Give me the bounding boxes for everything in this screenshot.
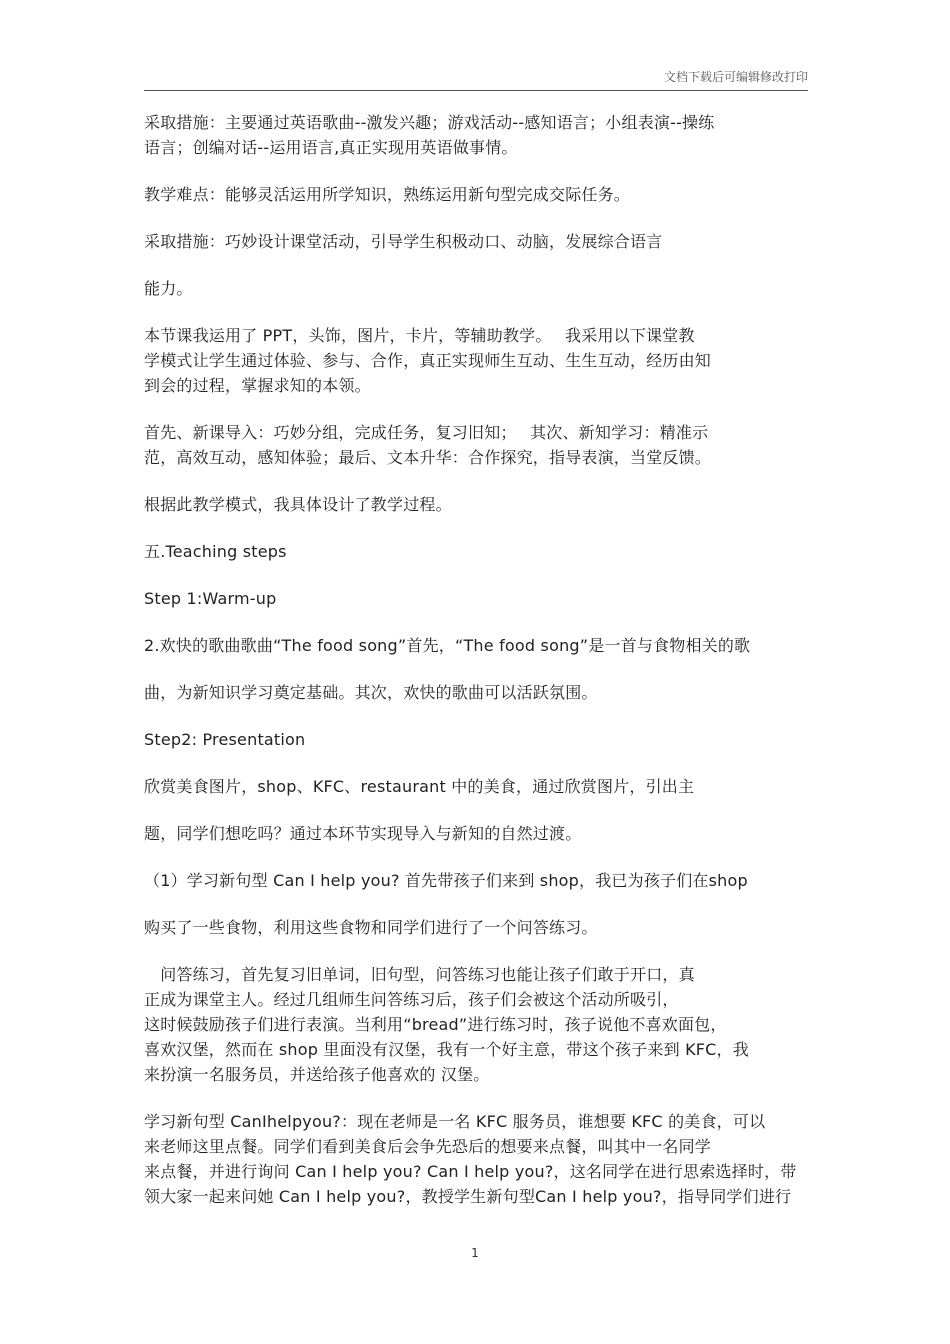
text-line: 语言；创编对话--运用语言,真正实现用英语做事情。 <box>144 138 518 157</box>
text-line: 能力。 <box>144 279 193 298</box>
text-line: 来扮演一名服务员，并送给孩子他喜欢的 汉堡。 <box>144 1065 490 1084</box>
text-line: （1）学习新句型 Can I help you? 首先带孩子们来到 shop，我已为孩子们在shop <box>144 871 748 890</box>
text-line: 欣赏美食图片，shop、KFC、restaurant 中的美食，通过欣赏图片，引出主 <box>144 777 695 796</box>
heading-teaching-steps <box>144 539 808 564</box>
text-line: 2.欢快的歌曲歌曲“The food song”首先，“The food song”是一首与食物相关的歌 <box>144 636 751 655</box>
text-line: 范，高效互动，感知体验；最后、文本升华：合作探究，指导表演，当堂反馈。 <box>144 448 712 467</box>
paragraph-food-pictures-1 <box>144 774 808 799</box>
text-line: 题，同学们想吃吗？通过本环节实现导入与新知的自然过渡。 <box>144 824 582 843</box>
document-body <box>144 110 808 1209</box>
page-number: 1 <box>471 1246 479 1260</box>
text-line: 采取措施：主要通过英语歌曲--激发兴趣；游戏活动--感知语言；小组表演--操练 <box>144 113 715 132</box>
paragraph-difficulty <box>144 182 808 207</box>
text-line: 学模式让学生通过体验、参与、合作，真正实现师生互动、生生互动，经历由知 <box>144 351 712 370</box>
paragraph-kfc-practice <box>144 1109 808 1209</box>
text-line: 本节课我运用了 PPT，头饰，图片，卡片，等辅助教学。 我采用以下课堂教 <box>144 326 695 345</box>
paragraph-measures-1 <box>144 110 808 160</box>
text-line: 根据此教学模式，我具体设计了教学过程。 <box>144 495 452 514</box>
text-line: 采取措施：巧妙设计课堂活动，引导学生积极动口、动脑，发展综合语言 <box>144 232 663 251</box>
paragraph-food-pictures-2 <box>144 821 808 846</box>
paragraph-new-sentence-2 <box>144 915 808 940</box>
text-line: 学习新句型 CanIhelpyou?：现在老师是一名 KFC 服务员，谁想要 KFC 的美食，可以 <box>144 1112 766 1131</box>
paragraph-food-song-1 <box>144 633 808 658</box>
text-line: 来老师这里点餐。同学们看到美食后会争先恐后的想要来点餐，叫其中一名同学 <box>144 1137 712 1156</box>
paragraph-food-song-2 <box>144 680 808 705</box>
page-header <box>144 68 808 91</box>
text-line: 到会的过程，掌握求知的本领。 <box>144 376 371 395</box>
heading-step-1 <box>144 586 808 611</box>
paragraph-new-sentence-1 <box>144 868 808 893</box>
text-line: 购买了一些食物，利用这些食物和同学们进行了一个问答练习。 <box>144 918 598 937</box>
paragraph-ability <box>144 276 808 301</box>
paragraph-teaching-aids <box>144 323 808 398</box>
paragraph-process <box>144 492 808 517</box>
text-line: 首先、新课导入：巧妙分组，完成任务，复习旧知； 其次、新知学习：精准示 <box>144 423 709 442</box>
section-heading: 五.Teaching steps <box>144 542 287 561</box>
text-line: 来点餐，并进行询问 Can I help you? Can I help you?，这名同学在进行思索选择时，带 <box>144 1162 797 1181</box>
text-line: 领大家一起来问她 Can I help you?，教授学生新句型Can I help you?，指导同学们进行 <box>144 1187 792 1206</box>
step-heading: Step2: Presentation <box>144 730 306 749</box>
text-line: 喜欢汉堡，然而在 shop 里面没有汉堡，我有一个好主意，带这个孩子来到 KFC，我 <box>144 1040 749 1059</box>
text-line: 问答练习，首先复习旧单词，旧句型，问答练习也能让孩子们敢于开口，真 <box>144 965 695 984</box>
header-text: 文档下载后可编辑修改打印 <box>663 70 808 84</box>
text-line: 教学难点：能够灵活运用所学知识，熟练运用新句型完成交际任务。 <box>144 185 631 204</box>
paragraph-measures-2 <box>144 229 808 254</box>
paragraph-qa-practice <box>144 962 808 1087</box>
paragraph-teaching-model <box>144 420 808 470</box>
step-heading: Step 1:Warm-up <box>144 589 277 608</box>
heading-step-2 <box>144 727 808 752</box>
text-line: 曲，为新知识学习奠定基础。其次，欢快的歌曲可以活跃氛围。 <box>144 683 598 702</box>
text-line: 正成为课堂主人。经过几组师生问答练习后，孩子们会被这个活动所吸引， <box>144 990 679 1009</box>
text-line: 这时候鼓励孩子们进行表演。当利用“bread”进行练习时，孩子说他不喜欢面包， <box>144 1015 727 1034</box>
